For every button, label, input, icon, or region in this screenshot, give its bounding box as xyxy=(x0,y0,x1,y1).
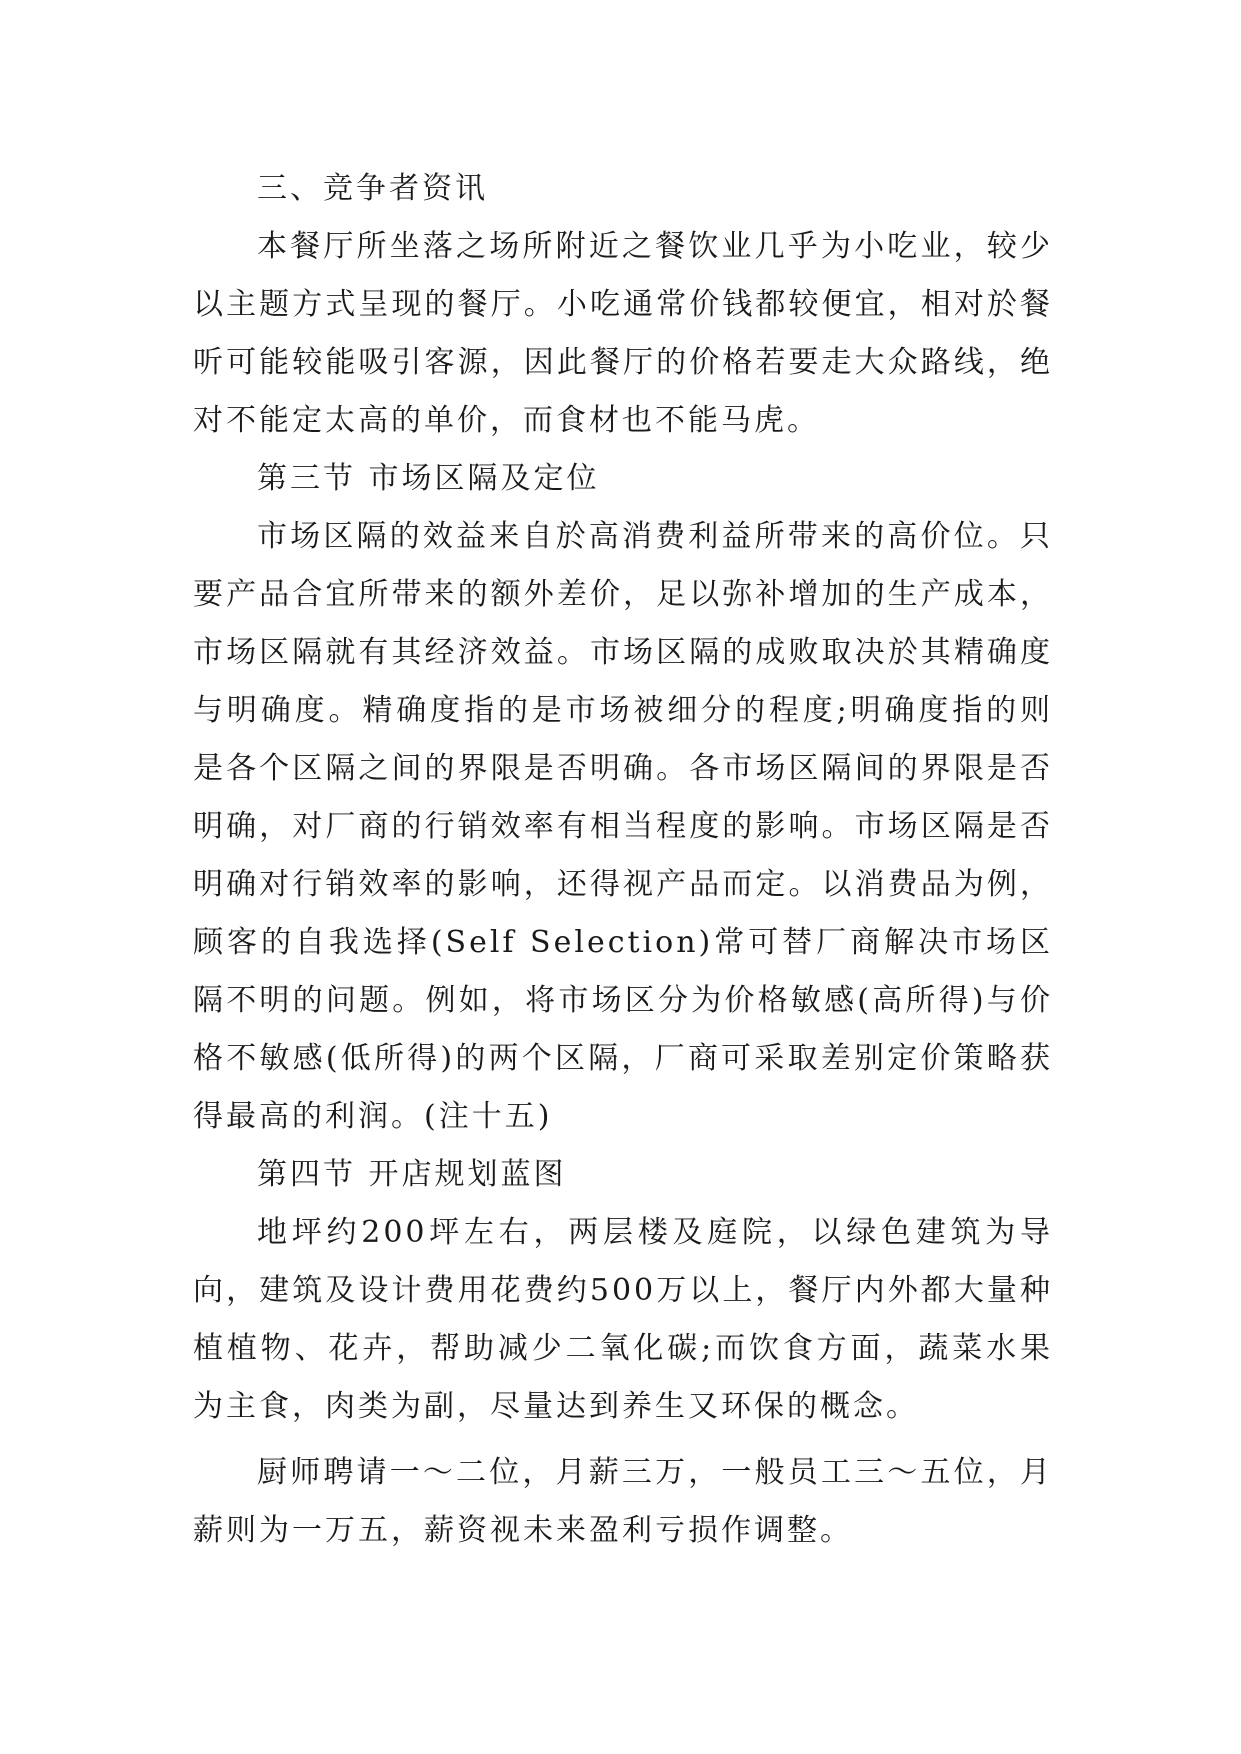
document-body xyxy=(193,160,1053,1560)
store-plan-heading: 第四节 开店规划蓝图 xyxy=(257,1157,567,1192)
competitor-info-heading: 三、竞争者资讯 xyxy=(257,171,488,206)
staffing-paragraph: 厨师聘请一～二位，月薪三万，一般员工三～五位，月薪则为一万五，薪资视未来盈利亏损作调整。 xyxy=(193,1455,1053,1548)
market-segmentation-paragraph: 市场区隔的效益来自於高消费利益所带来的高价位。只要产品合宜所带来的额外差价，足以弥补增加的生产成本，市场区隔就有其经济效益。市场区隔的成败取决於其精确度与明确度。精确度指的是市场被细分的程度;明确度指的则是各个区隔之间的界限是否明确。各市场区隔间的界限是否明确，对厂商的行销效率有相当程度的影响。市场区隔是否明确对行销效率的影响，还得视产品而定。以消费品为例，顾客的自我选择(Self Selection)常可替厂商解决市场区隔不明的问题。例如，将市场区分为价格敏感(高所得)与价格不敏感(低所得)的两个区隔，厂商可采取差别定价策略获得最高的利润。(注十五) xyxy=(193,519,1053,1134)
paragraph-spacer xyxy=(193,1436,1053,1444)
competitor-info-paragraph: 本餐厅所坐落之场所附近之餐饮业几乎为小吃业，较少以主题方式呈现的餐厅。小吃通常价钱都较便宜，相对於餐听可能较能吸引客源，因此餐厅的价格若要走大众路线，绝对不能定太高的单价，而食材也不能马虎。 xyxy=(193,229,1053,438)
market-segmentation-heading: 第三节 市场区隔及定位 xyxy=(257,461,600,496)
store-plan-paragraph: 地坪约200坪左右，两层楼及庭院，以绿色建筑为导向，建筑及设计费用花费约500万以上，餐厅内外都大量种植植物、花卉，帮助减少二氧化碳;而饮食方面，蔬菜水果为主食，肉类为副，尽量达到养生又环保的概念。 xyxy=(193,1215,1053,1424)
